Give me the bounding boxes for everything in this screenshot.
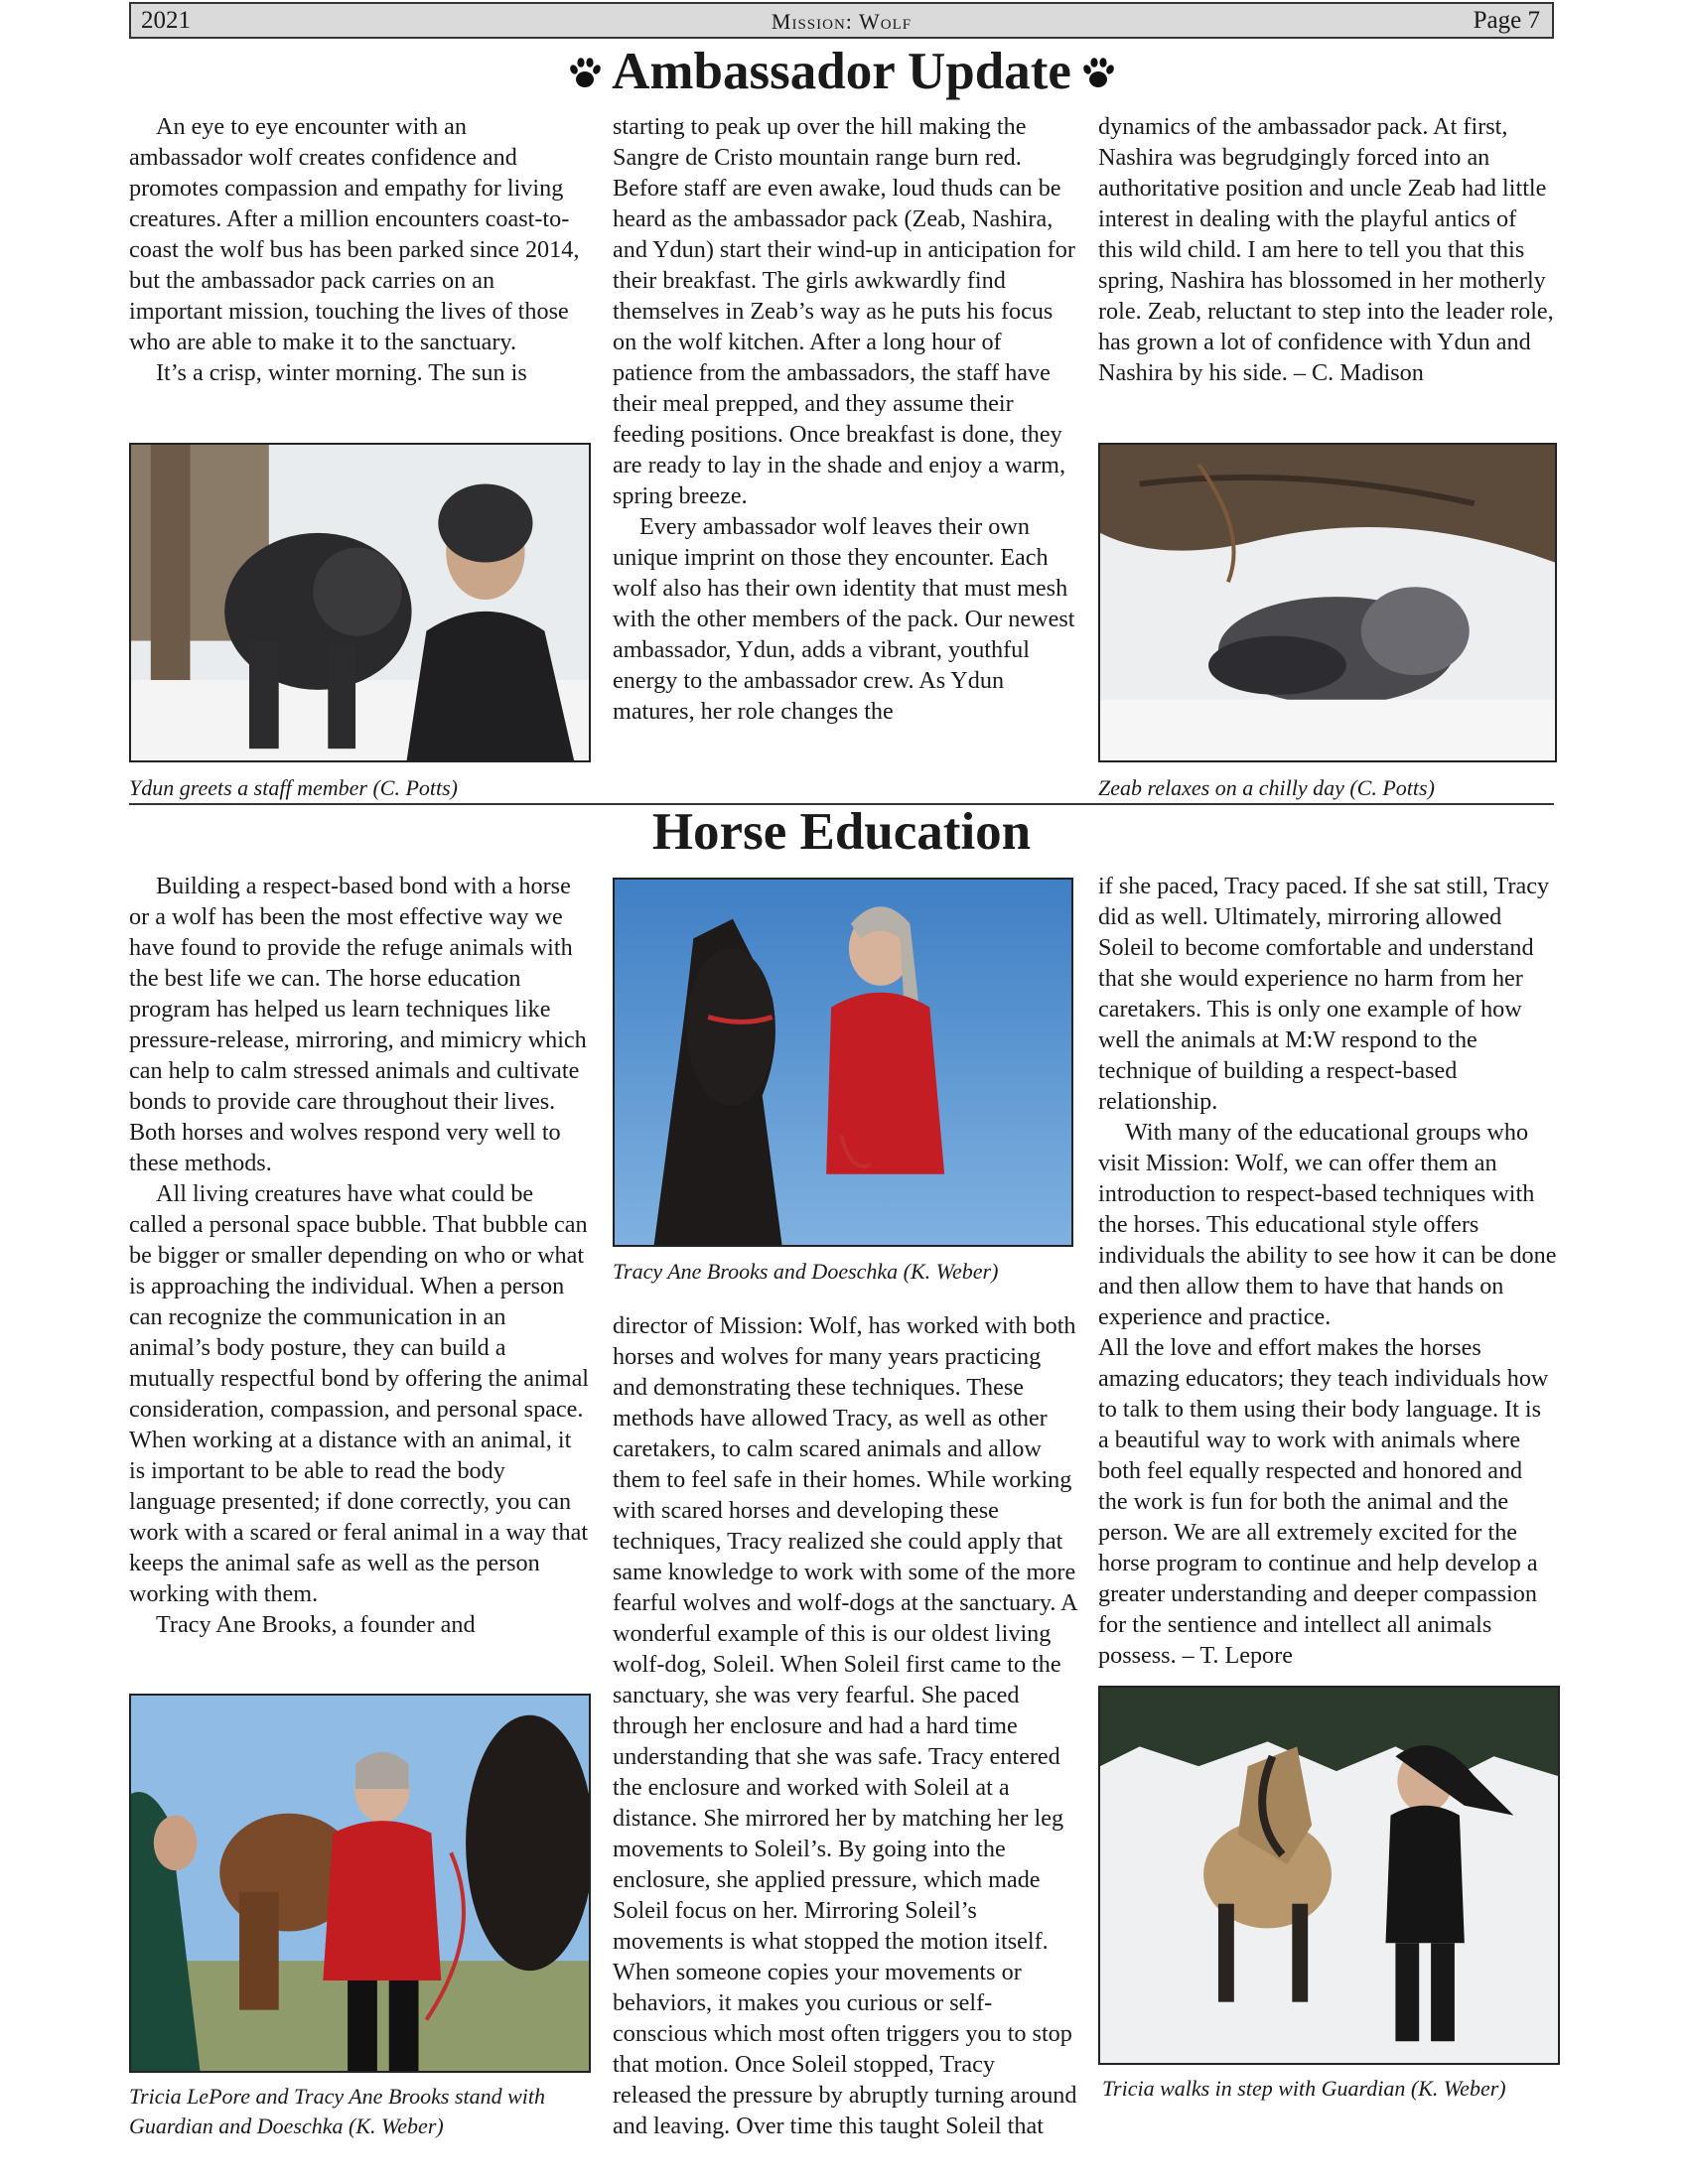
paw-print-icon [1077,53,1119,92]
horse-column-3 [1098,871,1557,1671]
paragraph: Building a respect-based bond with a horse or a wolf has been the most effective way we have found to provide the refuge animals with the best life we can. The horse education program has helped us learn techniques like pressure-release, mirroring, and mimicry which can help to calm stressed animals and cultivate bonds to provide care throughout their lives. Both horses and wolves respond very well to these methods. [129,873,587,1176]
paragraph: director of Mission: Wolf, has worked with both horses and wolves for many years practicing and demonstrating these techniques. These methods have allowed Tracy, as well as other caretakers, to calm scared animals and allow them to feel safe in their homes. While working with scared horses and developing these techniques, Tracy realized she could apply that same knowledge to work with some of the more fearful wolves and wolf-dogs at the sanctuary. A wonderful example of this is our oldest living wolf-dog, Soleil. When Soleil first came to the sanctuary, she was very fearful. She paced through her enclosure and had a hard time understanding that she was safe. Tracy entered the enclosure and worked with Soleil at a distance. She mirrored her by matching her leg movements to Soleil’s. By going into the enclosure, she applied pressure, which made Soleil focus on her. Mirroring Soleil’s movements is what stopped the motion itself. When someone copies your movements or behaviors, it makes you curious or self-conscious which most often triggers you to stop that motion. Once Soleil stopped, Tracy released the pressure by abruptly turning around and leaving. Over time this taught Soleil that [613,1312,1077,2139]
ambassador-column-2 [613,111,1079,727]
ambassador-section-title [129,42,1554,101]
page-header [129,2,1554,39]
caption-zeab: Zeab relaxes on a chilly day (C. Potts) [1098,775,1435,800]
ambassador-column-3 [1098,111,1557,388]
paragraph: All living creatures have what could be called a personal space bubble. That bubble can be bigger or smaller depending on who or what is approaching the individual. When a person can recognize the communication in an animal’s body posture, they can build a mutually respectful bond by offering the animal consideration, compassion, and personal space. When working at a distance with an animal, it is important to be able to read the body language presented; if done correctly, you can work with a scared or feral animal in a way that keeps the animal safe as well as the person working with them. [129,1180,590,1607]
horse-column-1 [129,871,591,1640]
paragraph: It’s a crisp, winter morning. The sun is [156,359,527,386]
paragraph: An eye to eye encounter with an ambassador wolf creates confidence and promotes compassion and empathy for living creatures. After a million encounters coast-to-coast the wolf bus has been parked since 2014, but the ambassador pack carries on an important mission, touching the lives of those who are able to make it to the sanctuary. [129,113,580,355]
header-publication: Mission: Wolf [771,9,913,34]
caption-tricia-guardian: Tricia walks in step with Guardian (K. Weber) [1102,2076,1506,2101]
photo-ydun-greets-staff [129,443,591,762]
header-page-number: Page 7 [1473,7,1540,34]
photo-tricia-tracy-horses [129,1694,591,2073]
paw-print-icon [564,53,606,92]
paragraph: All the love and effort makes the horses amazing educators; they teach individuals how to talk to them using their body language. It is a beautiful way to work with animals where both feel equally respected and honored and the work is fun for both the animal and the person. We are all extremely excited for the horse program to continue and help develop a greater understanding and deeper compassion for the sentience and intellect all animals possess. – T. Lepore [1098,1334,1549,1669]
paragraph: Every ambassador wolf leaves their own unique imprint on those they encounter. Each wolf also has their own identity that must mesh with the other members of the pack. Our newest ambassador, Ydun, adds a vibrant, youthful energy to the ambassador crew. As Ydun matures, her role changes the [613,513,1075,725]
ambassador-title-text: Ambassador Update [612,43,1071,100]
ambassador-column-1 [129,111,581,388]
horse-column-2 [613,1310,1079,2141]
paragraph: Tracy Ane Brooks, a founder and [156,1611,476,1638]
horse-section-title: Horse Education [651,803,1032,861]
caption-tracy-doeschka: Tracy Ane Brooks and Doeschka (K. Weber) [613,1259,999,1284]
photo-tricia-walks-guardian [1098,1686,1560,2065]
paragraph: starting to peak up over the hill making the Sangre de Cristo mountain range burn red. Before staff are even awake, loud thuds can be heard as the ambassador pack (Zeab, Nashira, and Ydun) start their wind-up in anticipation for their breakfast. The girls awkwardly find themselves in Zeab’s way as he puts his focus on the wolf kitchen. After a long hour of patience from the ambassadors, the staff have their meal prepped, and they assume their feeding positions. Once breakfast is done, they are ready to lay in the shade and enjoy a warm, spring breeze. [613,113,1075,509]
paragraph: dynamics of the ambassador pack. At first, Nashira was begrudgingly forced into an authoritative position and uncle Zeab had little interest in dealing with the playful antics of this wild child. I am here to tell you that this spring, Nashira has blossomed in her motherly role. Zeab, reluctant to step into the leader role, has grown a lot of confidence with Ydun and Nashira by his side. – C. Madison [1098,113,1554,386]
caption-ydun: Ydun greets a staff member (C. Potts) [129,775,458,800]
paragraph: if she paced, Tracy paced. If she sat still, Tracy did as well. Ultimately, mirroring allowed Soleil to become comfortable and understand that she would experience no harm from her caretakers. This is only one example of how well the animals at M:W respond to the technique of building a respect-based relationship. [1098,873,1550,1115]
photo-tracy-and-doeschka [613,878,1073,1247]
paragraph: With many of the educational groups who visit Mission: Wolf, we can offer them an introduction to respect-based techniques with the horses. This educational style offers individuals the ability to see how it can be done and then allow them to have that hands on experience and practice. [1098,1119,1557,1330]
caption-tricia-tracy: Tricia LePore and Tracy Ane Brooks stand with Guardian and Doeschka (K. Weber) [129,2084,546,2138]
photo-zeab-relaxes [1098,443,1557,762]
header-year: 2021 [141,7,191,34]
